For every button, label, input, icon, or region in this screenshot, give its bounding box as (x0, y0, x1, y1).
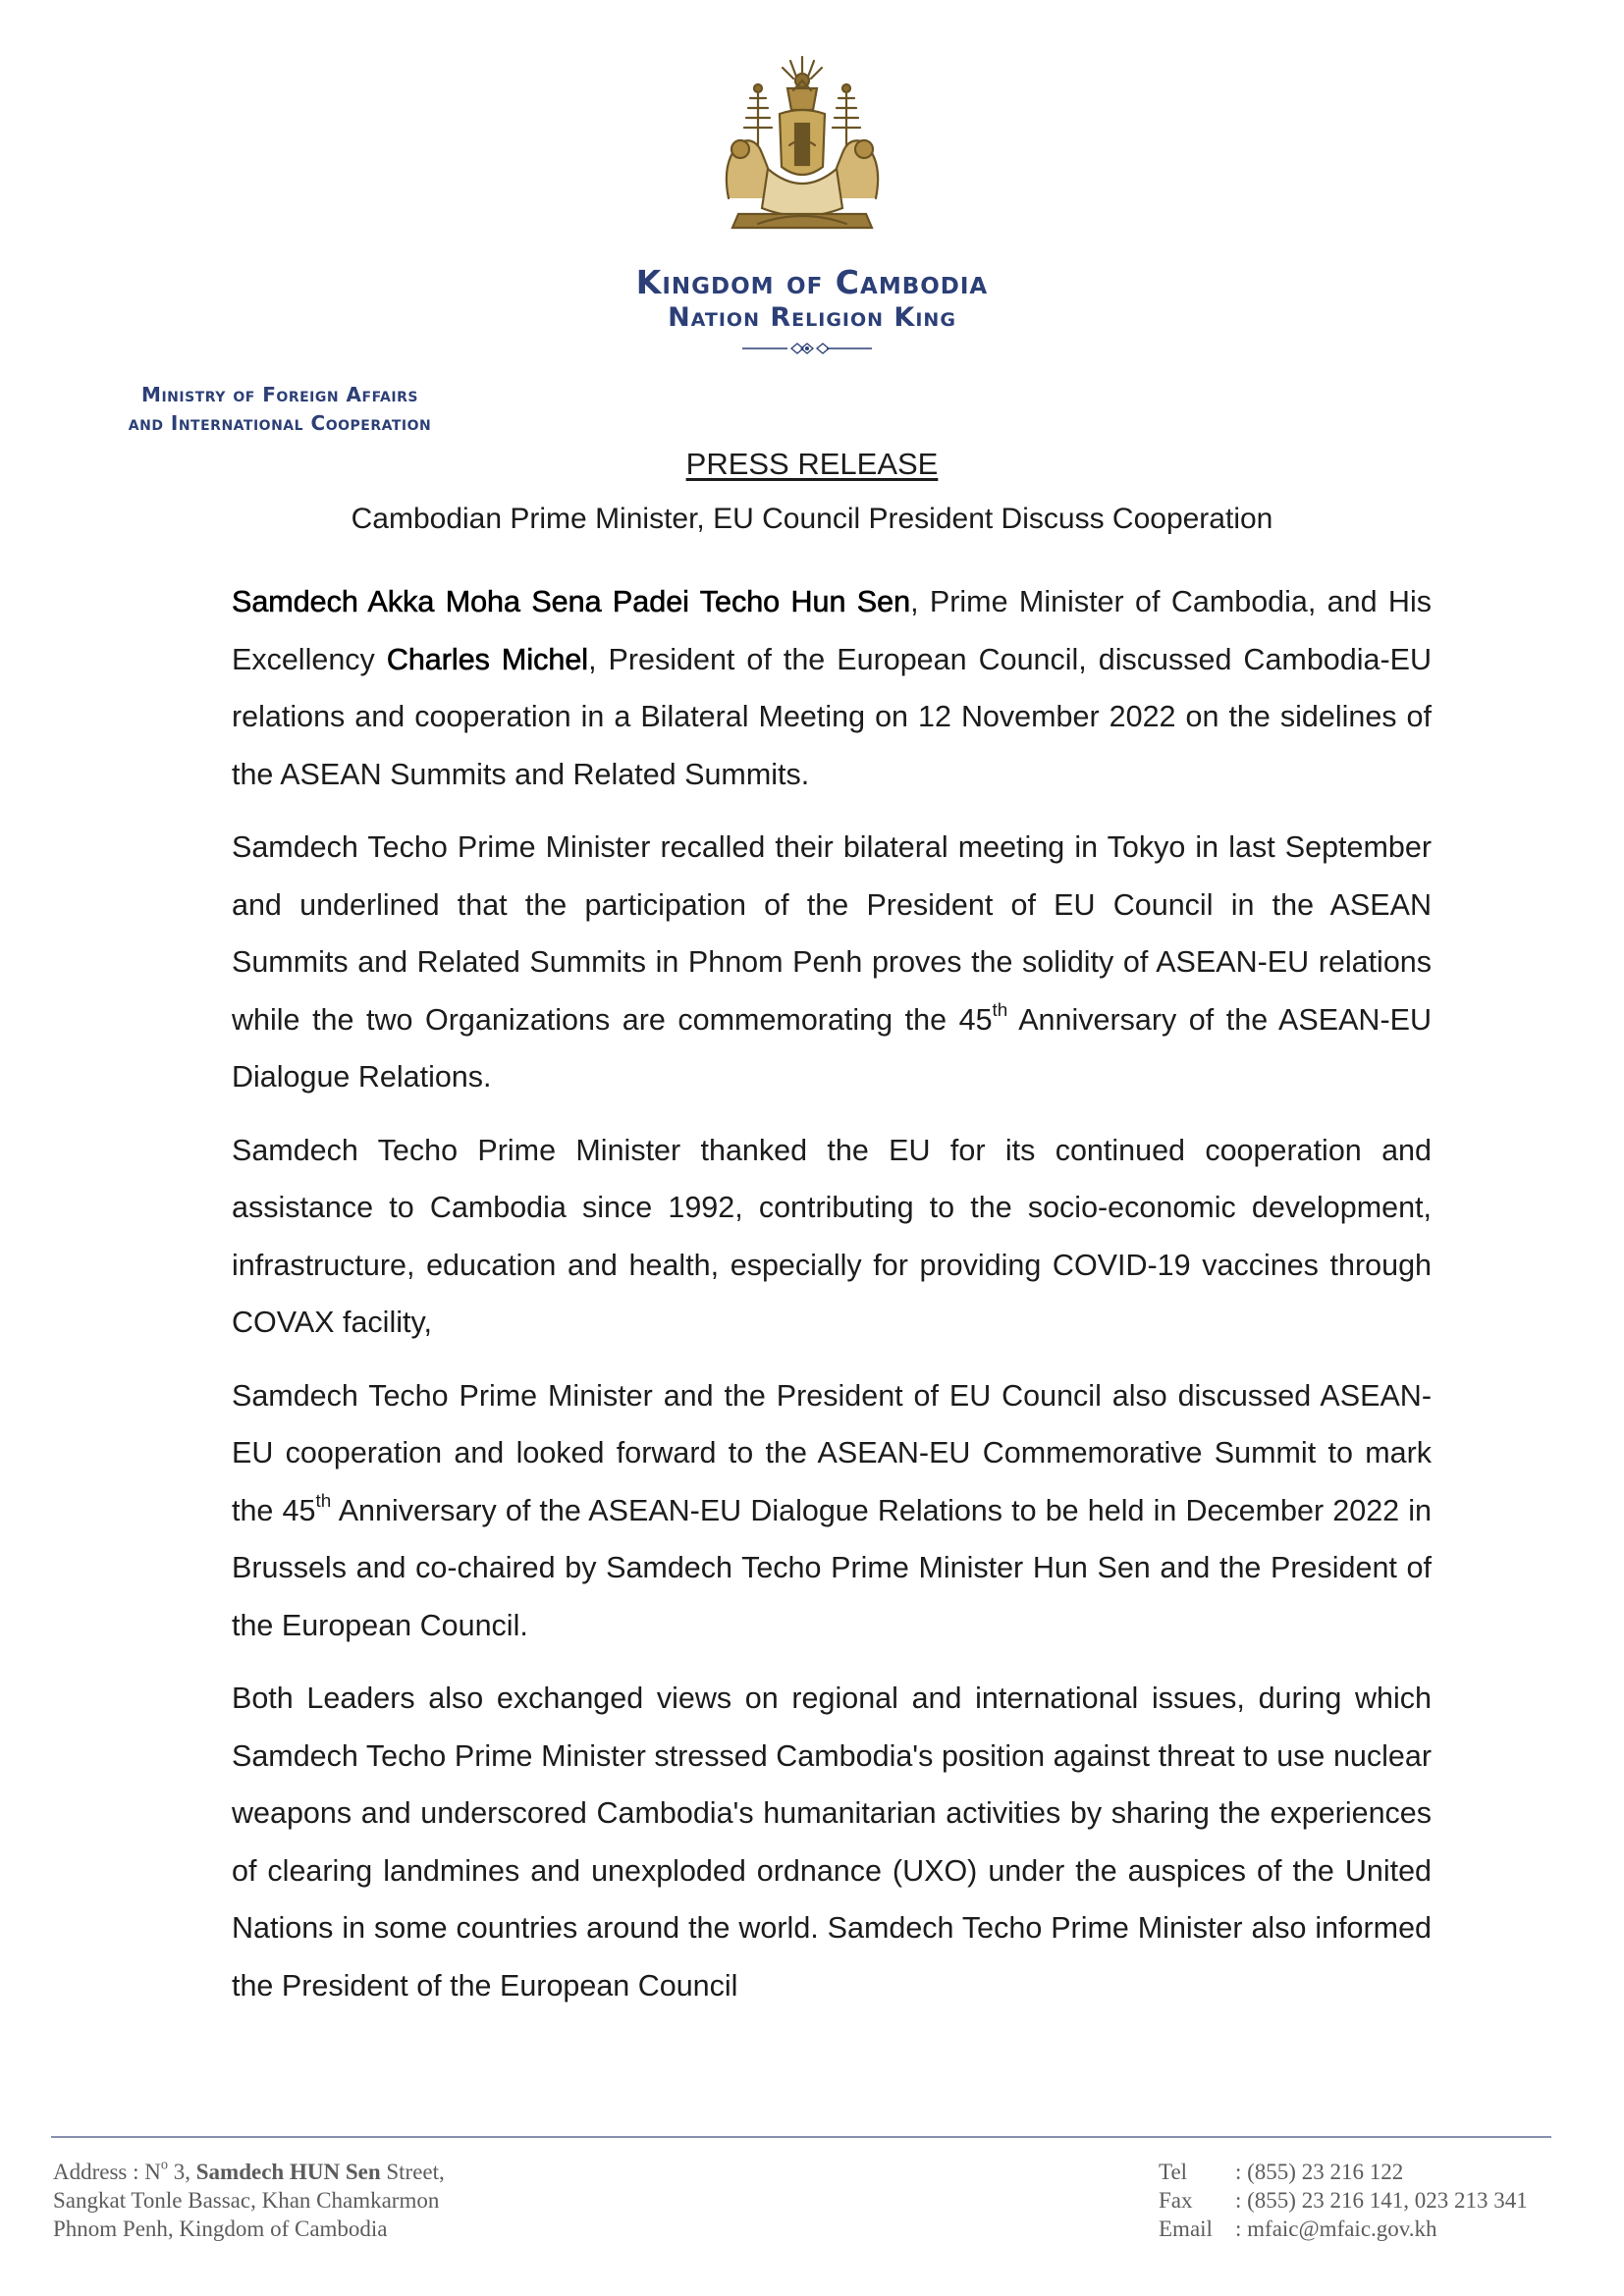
fax-label: Fax (1159, 2188, 1193, 2213)
address-line-1 (53, 2158, 681, 2186)
paragraph-2-text-a: Samdech Techo Prime Minister recalled their bilateral meeting in Tokyo in last September and underlined that the participation of the President of EU Council in the ASEAN Summits and Related Summits in Phnom Penh proves the solidity of ASEAN-EU relations while the two Organizations are commemorating the 45 (232, 830, 1432, 1037)
address-line-3: Phnom Penh, Kingdom of Cambodia (53, 2216, 388, 2241)
address-line-2: Sangkat Tonle Bassac, Khan Chamkarmon (53, 2188, 440, 2213)
kingdom-title: Kingdom of Cambodia (635, 263, 989, 301)
royal-coat-of-arms-icon (699, 51, 905, 238)
ministry-line-2: and International Cooperation (128, 411, 432, 435)
footer-address (53, 2158, 681, 2243)
address-number-sign: o (160, 2157, 169, 2173)
contact-email (1159, 2215, 1571, 2243)
press-release-label: PRESS RELEASE (685, 447, 939, 481)
prime-minister-name: Samdech Akka Moha Sena Padei Techo Hun Sen (232, 585, 911, 618)
eu-president-name: Charles Michel (386, 642, 589, 676)
fax-value: : (855) 23 216 141, 023 213 341 (1235, 2188, 1528, 2213)
paragraph-4-text-b: Anniversary of the ASEAN-EU Dialogue Relations to be held in December 2022 in Brussels and co-chaired by Samdech Techo Prime Minister Hun Sen and the President of the European Council. (232, 1493, 1432, 1642)
paragraph-1-text-b: , President of the European Council, discussed Cambodia-EU relations and cooperation in a Bilateral Meeting on 12 November 2022 on the sidelines of the ASEAN Summits and Related Summits. (232, 642, 1432, 791)
ordinal-suffix: th (315, 1490, 332, 1512)
paragraph-2-text-b: Anniversary of the ASEAN-EU Dialogue Relations. (232, 1002, 1432, 1094)
press-release-title: Cambodian Prime Minister, EU Council President Discuss Cooperation (351, 503, 1273, 535)
address-street-suffix: Street, (380, 2160, 445, 2184)
ministry-name (59, 381, 501, 438)
email-value[interactable]: : mfaic@mfaic.gov.kh (1235, 2216, 1437, 2241)
contact-tel (1159, 2158, 1571, 2186)
email-label: Email (1159, 2216, 1213, 2241)
paragraph-2 (232, 819, 1432, 1106)
press-release-body (232, 573, 1432, 2030)
divider-ornament-icon (742, 342, 872, 355)
paragraph-1 (232, 573, 1432, 803)
paragraph-4-text-a: Samdech Techo Prime Minister and the President of EU Council also discussed ASEAN-EU cooperation and looked forward to the ASEAN-EU Commemorative Summit to mark the 45 (232, 1378, 1432, 1527)
ordinal-suffix: th (992, 999, 1008, 1021)
footer-contacts (1159, 2158, 1571, 2243)
tel-label: Tel (1159, 2160, 1188, 2184)
ministry-line-1: Ministry of Foreign Affairs (141, 383, 418, 406)
paragraph-3: Samdech Techo Prime Minister thanked the EU for its continued cooperation and assistance to Cambodia since 1992, contributing to the socio-economic development, infrastructure, education and health, especially for providing COVID-19 vaccines through COVAX facility, (232, 1133, 1432, 1339)
paragraph-5: Both Leaders also exchanged views on regional and international issues, during which Samdech Techo Prime Minister stressed Cambodia's position against threat to use nuclear weapons and underscored Cambodia's humanitarian activities by sharing the experiences of clearing landmines and unexploded ordnance (UXO) under the auspices of the United Nations in some countries around the world. Samdech Techo Prime Minister also informed the President of the European Council (232, 1682, 1432, 2002)
paragraph-1-text-a: , Prime Minister of Cambodia, and His Excellency (232, 585, 1432, 676)
footer-divider (51, 2136, 1551, 2138)
national-motto: Nation Religion King (668, 302, 956, 333)
address-number: 3, (168, 2160, 196, 2184)
address-prefix: Address : N (53, 2160, 161, 2184)
tel-value: : (855) 23 216 122 (1235, 2160, 1404, 2184)
address-street-name: Samdech HUN Sen (195, 2160, 381, 2184)
contact-fax (1159, 2186, 1571, 2215)
paragraph-4 (232, 1367, 1432, 1655)
